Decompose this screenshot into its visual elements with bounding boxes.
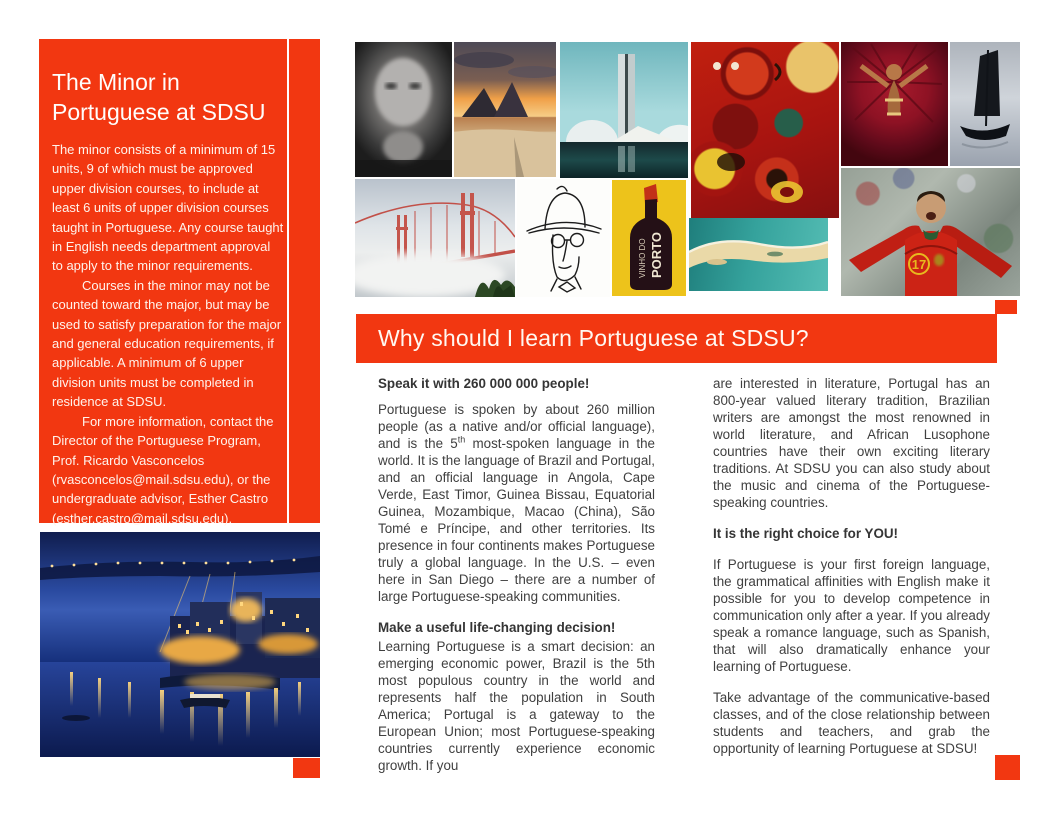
accent-square-top-right [995,300,1017,314]
heading-speak-it: Speak it with 260 000 000 people! [378,376,590,391]
brasilia-drawing [560,42,688,178]
heading-decision: Make a useful life-changing decision! [378,620,616,635]
sidebar-panel [39,39,320,526]
sidebar-paragraph-1: The minor consists of a minimum of 15 units, 9 of which must be approved upper division courses, to include at least 6 units of upper division courses taught in Portuguese. Any course taught in English needs department approval to apply to the minor requirements. [52,142,284,274]
jersey-number: 17 [911,257,927,272]
aerial-beach-photo [689,218,828,291]
dancer-drawing [841,42,948,166]
column-right [713,375,990,766]
boat-drawing [950,42,1020,166]
rio-beach-sunset-photo [454,42,556,177]
sidebar-paragraph-3: For more information, contact the Director of the Portuguese Program, Prof. Ricardo Vasconcelos (rvasconcelos@mail.sdsu.edu), or the undergraduate advisor, Esther Castro (esther.castro@mail.sdsu.edu). [52,413,274,526]
porto-night-photo [40,532,320,757]
portrait-drawing [355,42,452,177]
photo-collage [355,42,1020,296]
red-faces-painting [691,42,839,218]
section-banner [356,314,997,363]
paragraph-part: Portuguese is spoken by about 260 million people (as a native and/or official language), and is the 5 [378,402,655,451]
sidebar-title: The Minor in Portuguese at SDSU [52,69,266,125]
banner-title: Why should I learn Portuguese at SDSU? [378,325,809,351]
paragraph-take-advantage: Take advantage of the communicative-based classes, and of the close relationship between students and teachers, and grab the opportunity of learning Portuguese at SDSU! [713,690,990,756]
pessoa-line-drawing [517,179,610,297]
paragraph-smart-decision: Learning Portuguese is a smart decision: an emerging economic power, Brazil is the 5th most populous country in the world and represents half the population in South America; Portugal is a gateway to the European Union; most Portuguese-speaking countries currently experience economic growth. If you [378,639,655,773]
ordinal-sup: th [457,434,466,445]
writer-portrait-photo [355,42,452,177]
rabelo-boat-photo [950,42,1020,166]
rio-beach-drawing [454,42,556,177]
heading-right-choice: It is the right choice for YOU! [713,526,899,541]
porto-night-drawing [40,532,320,757]
bridge-drawing [355,179,515,297]
painting-marks [691,42,839,218]
wine-label-line2: PORTO [649,232,664,278]
ronaldo-celebration-photo [841,168,1020,296]
wine-label-line1: VINHO DO [638,238,647,278]
paragraph-first-foreign: If Portuguese is your first foreign language, the grammatical affinities with English make it possible for you to develop competence in communication only after a year. If you already speak a romance language, such as Spanish, that will also dramatically enhance your learning of Portuguese. [713,557,990,674]
wine-bottle-drawing [612,180,686,296]
column-left [378,375,655,783]
paragraph-spoken-by [378,401,655,605]
red-bridge-fog-photo [355,179,515,297]
pessoa-sketch [517,179,610,297]
brasilia-congress-photo [560,42,688,178]
paragraph-literature: are interested in literature, Portugal has an 800-year valued literary tradition, Brazilian writers are amongst the most renowned in world literature, and African Lusophone countries have their own exciting literary traditions. At SDSU you can also study about the music and cinema of the Portuguese-speaking countries. [713,376,990,510]
aerial-beach-drawing [689,218,828,291]
port-wine-bottle-photo [612,180,686,296]
sidebar-paragraph-2: Courses in the minor may not be counted toward the major, but may be used to satisfy preparation for the major and general education requirements, if applicable. A minimum of 6 upper division units must be completed in residence at SDSU. [52,277,282,410]
accent-square-bottom-left [293,758,320,778]
sidebar-divider-line [287,39,289,523]
ronaldo-drawing [841,168,1020,296]
carnival-dancer-photo [841,42,948,166]
paragraph-part: most-spoken language in the world. It is the language of Brazil and Portugal, and an official language in Angola, Cape Verde, East Timor, Guinea Bissau, Equatorial Guinea, Mozambique, Macao (China), São Tomé e Príncipe, and other territories. Its presence in four continents makes Portuguese truly a global language. In the U.S. – even here in San Diego – there are a number of large Portuguese-speaking communities. [378,436,655,604]
accent-square-bottom-right [995,755,1020,780]
